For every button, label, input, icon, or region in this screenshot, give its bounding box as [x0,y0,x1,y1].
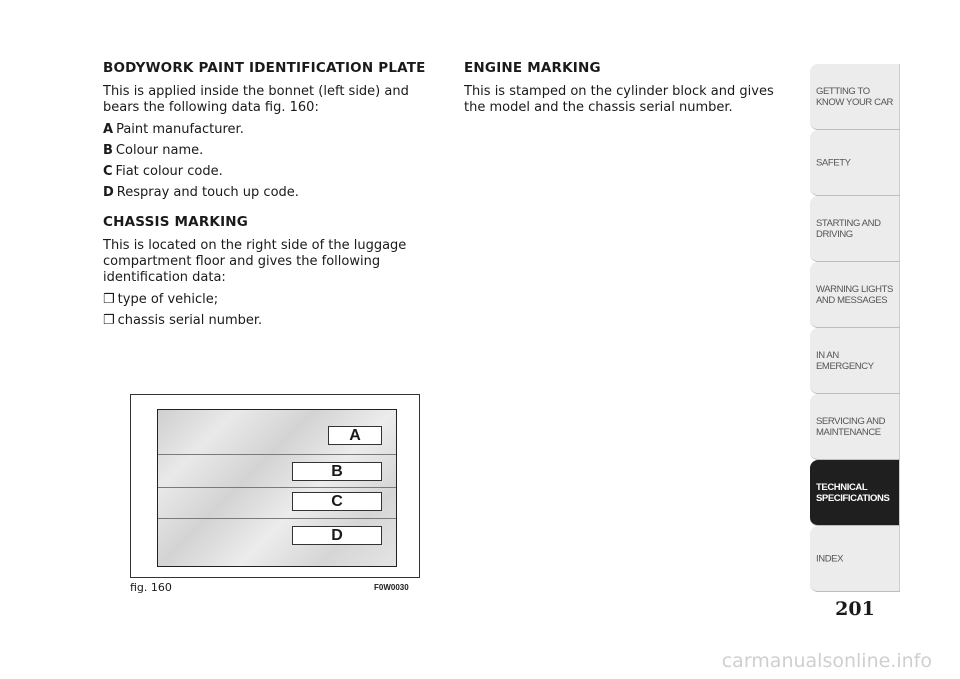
tab-warning-lights[interactable] [810,262,900,328]
tab-safety[interactable] [810,130,900,196]
item-key: B [103,143,113,158]
chassis-bullet-2 [103,313,443,329]
item-text: Colour name. [115,143,204,158]
item-text: Paint manufacturer. [116,122,244,137]
plate-label-b: B [292,462,382,481]
tab-emergency[interactable] [810,328,900,394]
chassis-intro: This is located on the right side of the luggage compartment floor and gives the following identification data: [103,238,407,285]
bullet-text: chassis serial number. [117,313,263,328]
chapter-tabs [810,64,900,592]
tab-technical-specifications[interactable] [810,460,900,526]
tab-index[interactable] [810,526,900,592]
checkbox-bullet-icon: ❒ [103,313,115,328]
plate-label-d: D [292,526,382,545]
bullet-text: type of vehicle; [117,292,219,307]
tab-label: SERVICING AND MAINTENANCE [816,415,886,438]
tab-label: GETTING TO KNOW YOUR CAR [816,85,893,108]
paint-plate-intro: This is applied inside the bonnet (left side) and bears the following data fig. 160: [103,84,409,115]
tab-label: SAFETY [816,157,851,168]
paint-plate-heading: BODYWORK PAINT IDENTIFICATION PLATE [103,60,426,76]
tab-label: IN AN EMERGENCY [816,349,874,372]
plate-label-a: A [328,426,382,445]
left-column [103,60,443,334]
chassis-heading: CHASSIS MARKING [103,214,249,230]
watermark: carmanualsonline.info [721,650,932,672]
item-text: Respray and touch up code. [116,185,299,200]
figure-160 [130,394,420,578]
page-number: 201 [835,598,875,620]
chassis-bullet-1 [103,292,443,308]
paint-item-a [103,122,443,138]
paint-item-b [103,143,443,159]
tab-label: WARNING LIGHTS AND MESSAGES [816,283,893,306]
tab-getting-to-know[interactable] [810,64,900,130]
tab-label: INDEX [816,553,844,564]
right-column [464,60,794,122]
tab-servicing[interactable] [810,394,900,460]
item-key: D [103,185,114,200]
figure-caption: fig. 160 [130,581,172,594]
engine-heading: ENGINE MARKING [464,60,601,76]
paint-item-d [103,185,443,201]
engine-text: This is stamped on the cylinder block and gives the model and the chassis serial number. [464,84,774,115]
plate-label-c: C [292,492,382,511]
figure-code: F0W0030 [374,583,409,592]
item-text: Fiat colour code. [115,164,223,179]
item-key: A [103,122,114,137]
paint-item-c [103,164,443,180]
tab-label: TECHNICAL SPECIFICATIONS [816,481,890,504]
item-key: C [103,164,113,179]
paint-plate-illustration [157,409,397,567]
checkbox-bullet-icon: ❒ [103,292,115,307]
tab-starting-driving[interactable] [810,196,900,262]
tab-label: STARTING AND DRIVING [816,217,881,240]
